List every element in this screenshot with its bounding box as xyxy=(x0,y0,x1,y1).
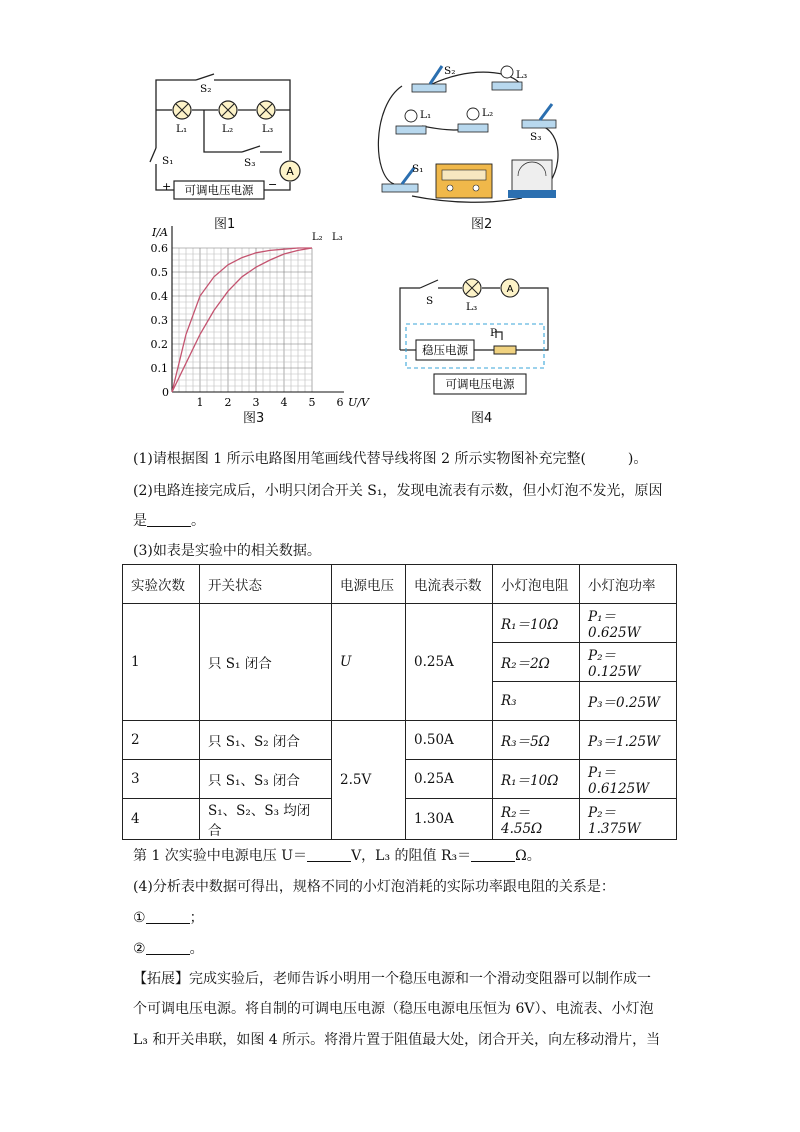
svg-text:L₂: L₂ xyxy=(222,123,234,135)
lamp-l3-icon xyxy=(463,279,481,297)
origin-label: 0 xyxy=(162,386,169,399)
ammeter-icon xyxy=(501,279,519,297)
table-header: 电源电压 xyxy=(332,565,406,604)
table-header: 实验次数 xyxy=(123,565,200,604)
y-axis-label: I/A xyxy=(152,226,168,239)
y-tick-label: 0.6 xyxy=(150,242,168,255)
svg-text:L₁: L₁ xyxy=(420,109,432,121)
question-3-followup: 第 1 次实验中电源电压 U＝ V，L₃ 的阻值 R₃＝ Ω。 xyxy=(133,848,541,864)
figure-3-caption: 图3 xyxy=(243,411,265,426)
table-header: 开关状态 xyxy=(200,565,332,604)
answer-blank[interactable] xyxy=(146,909,190,924)
table-row: R₂＝2Ω P₂＝0.125W xyxy=(123,643,677,682)
question-4: (4)分析表中数据可得出，规格不同的小灯泡消耗的实际功率跟电阻的关系是： xyxy=(133,879,615,895)
figure-2-caption: 图2 xyxy=(471,217,493,232)
extension-line-2: 个可调电压电源。将自制的可调电压电源（稳压电源电压恒为 6V）、电流表、小灯泡 xyxy=(133,1001,654,1017)
svg-text:L₁: L₁ xyxy=(176,123,188,135)
x-tick-label: 6 xyxy=(336,396,344,409)
x-tick-label: 5 xyxy=(308,396,316,409)
extension-line-1: 【拓展】完成实验后，老师告诉小明用一个稳压电源和一个滑动变阻器可以制作成一 xyxy=(133,971,651,987)
figure-4-caption: 图4 xyxy=(471,411,493,426)
answer-blank[interactable] xyxy=(146,940,190,955)
figure-1-circuit xyxy=(140,60,320,210)
extension-line-3: L₃ 和开关串联，如图 4 所示。将滑片置于阻值最大处，闭合开关，向左移动滑片，当 xyxy=(133,1032,661,1048)
svg-text:S: S xyxy=(426,295,434,307)
x-tick-label: 3 xyxy=(252,396,260,409)
svg-text:S₃: S₃ xyxy=(530,131,542,143)
figure-3-iu-chart xyxy=(140,222,380,410)
source-label: 可调电压电源 xyxy=(184,183,254,197)
svg-text:L₂: L₂ xyxy=(482,107,494,119)
svg-text:A: A xyxy=(286,165,294,178)
switch-s2-base xyxy=(412,84,446,92)
svg-text:L₃: L₃ xyxy=(262,123,274,135)
y-tick-label: 0.5 xyxy=(150,266,168,279)
question-3: (3)如表是实验中的相关数据。 xyxy=(133,543,321,559)
curve-label-l3: L₃ xyxy=(332,232,343,243)
ammeter-icon xyxy=(280,161,300,181)
svg-text:−: − xyxy=(268,178,278,191)
answer-blank[interactable] xyxy=(471,847,515,862)
ammeter-device-icon xyxy=(508,160,556,198)
svg-text:S₁: S₁ xyxy=(162,155,174,167)
figure-4-circuit xyxy=(390,270,560,400)
table-row: 2 只 S₁、S₂ 闭合 2.5V 0.50A R₃＝5Ω P₃＝1.25W xyxy=(123,721,677,760)
rheostat-icon xyxy=(494,346,516,354)
x-tick-label: 1 xyxy=(196,396,204,409)
table-header: 小灯泡功率 xyxy=(580,565,677,604)
answer-blank[interactable] xyxy=(147,512,191,527)
lamp-l1-icon xyxy=(173,101,191,119)
svg-text:L₃: L₃ xyxy=(466,301,478,313)
table-row: 1 只 S₁ 闭合 U 0.25A R₁＝10Ω P₁＝0.625W xyxy=(123,604,677,643)
svg-text:S₂: S₂ xyxy=(200,83,212,95)
curve-label-l2: L₂ xyxy=(312,232,323,243)
lamp-l2-icon xyxy=(219,101,237,119)
y-tick-label: 0.2 xyxy=(150,338,168,351)
question-2-line-1: (2)电路连接完成后，小明只闭合开关 S₁，发现电流表有示数，但小灯泡不发光，原因 xyxy=(133,483,663,499)
svg-text:L₃: L₃ xyxy=(516,69,528,81)
svg-text:+: + xyxy=(162,180,172,193)
svg-text:S₁: S₁ xyxy=(412,163,424,175)
svg-text:可调电压电源: 可调电压电源 xyxy=(445,377,515,391)
question-4-answer-1: ① ； xyxy=(133,910,204,926)
y-tick-label: 0.3 xyxy=(150,314,168,327)
answer-blank[interactable] xyxy=(307,847,351,862)
power-supply-icon xyxy=(436,164,492,198)
data-table xyxy=(122,564,677,840)
figure-1-caption: 图1 xyxy=(214,217,236,232)
svg-text:S₂: S₂ xyxy=(444,65,456,77)
y-tick-label: 0.4 xyxy=(150,290,168,303)
question-2-line-2: 是 。 xyxy=(133,513,205,529)
lamp-l3-icon xyxy=(257,101,275,119)
table-row: 3 只 S₁、S₃ 闭合 0.25A R₁＝10Ω P₁＝0.6125W xyxy=(123,760,677,799)
table-header: 小灯泡电阻 xyxy=(493,565,580,604)
figure-2-apparatus xyxy=(372,56,572,206)
x-axis-label: U/V xyxy=(348,396,369,409)
svg-text:P: P xyxy=(490,327,498,339)
table-row: 4 S₁、S₂、S₃ 均闭合 1.30A R₂＝4.55Ω P₂＝1.375W xyxy=(123,799,677,840)
x-tick-label: 2 xyxy=(224,396,232,409)
question-4-answer-2: ② 。 xyxy=(133,941,204,957)
x-tick-label: 4 xyxy=(280,396,288,409)
table-row: R₃ P₃＝0.25W xyxy=(123,682,677,721)
svg-text:S₃: S₃ xyxy=(244,157,256,169)
svg-text:A: A xyxy=(506,284,514,295)
table-header: 电流表示数 xyxy=(406,565,493,604)
table-header-row xyxy=(123,565,677,604)
question-1: (1)请根据图 1 所示电路图用笔画线代替导线将图 2 所示实物图补充完整( )。 xyxy=(133,451,648,467)
y-tick-label: 0.1 xyxy=(150,362,168,375)
svg-text:稳压电源: 稳压电源 xyxy=(422,343,468,357)
